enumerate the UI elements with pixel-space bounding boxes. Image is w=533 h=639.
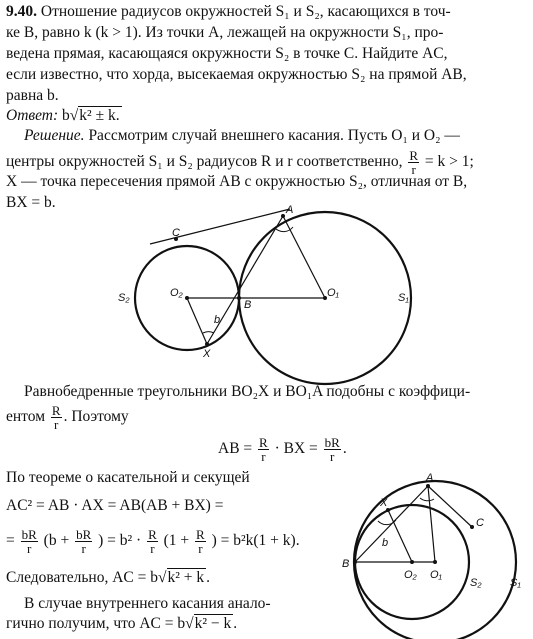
solution-line-4: BX = b. (6, 194, 56, 211)
answer-radicand: k² ± k. (79, 107, 120, 124)
label-O2: O₂ (170, 287, 183, 299)
label-b: b (214, 314, 221, 326)
solution-text-2b: = k > 1; (424, 153, 474, 171)
label-B: B (244, 299, 252, 311)
tangent-line-4: Следовательно, AC = b√k² + k . (6, 569, 211, 586)
tangent-line-6: гично получим, что AC = b√k² − k . (6, 615, 238, 632)
solution-text-1: Рассмотрим случай внешнего касания. Пусть O₁ и O₂ — (88, 127, 460, 144)
label-S2: S₂ (118, 292, 130, 304)
label-B2: B (342, 558, 350, 570)
equation-AB: AB = $\frac{R}{r}$ · BX = $\frac{bR}{r}$ . (218, 435, 347, 464)
answer-lead: b (62, 107, 70, 124)
angle-mark-A2 (420, 498, 434, 501)
para-line-1: Равнобедренные треугольники BO₂X и BO₁A подобны с коэффици- (24, 383, 471, 400)
label-X2: X (380, 497, 388, 509)
tangent-line-3: = $\frac{bR}{r}$ (b + $\frac{bR}{r}$ ) = b² · $\frac{R}{r}$ (1 + $\frac{R}{r}$ ) = b²k(1 + k). (6, 527, 300, 556)
solution-line-3: X — точка пересечения прямой AB с окружностью S₂, отличная от B, (6, 173, 468, 190)
line-A-O1 (428, 486, 435, 562)
tangent-line-1: По теореме о касательной и секущей (6, 469, 250, 486)
label-O1-2: O₁ (430, 569, 443, 581)
answer-line: Ответ: b√k² ± k. (6, 107, 120, 124)
tangent-line-2: AC² = AB · AX = AB(AB + BX) = (6, 497, 224, 514)
label-X: X (203, 348, 211, 360)
answer-label: Ответ: (6, 107, 59, 124)
label-O1: O₁ (327, 287, 340, 299)
problem-number: 9.40. (6, 3, 37, 20)
line-O2-X (388, 510, 412, 562)
tangent-line-5: В случае внутреннего касания анало- (24, 595, 271, 612)
label-C2: C (476, 517, 484, 529)
problem-text-1: Отношение радиусов окружностей S₁ и S₂, касающихся в точ- (40, 3, 451, 20)
label-S1-2: S₁ (510, 577, 521, 589)
problem-line-5: равна b. (6, 87, 59, 104)
label-S2-2: S₂ (470, 577, 482, 589)
label-C: C (172, 227, 180, 239)
label-S1: S₁ (398, 292, 409, 304)
label-O2-2: O₂ (404, 569, 417, 581)
fraction-R-over-r: $\frac{R}{r}$ (409, 148, 419, 177)
label-A2: A (426, 472, 434, 484)
fraction-R-over-r-2: $\frac{R}{r}$ (51, 403, 61, 432)
problem-line-4: если известно, что хорда, высекаемая окружностью S₂ на прямой AB, (6, 66, 467, 83)
problem-line-2: ке B, равно k (k > 1). Из точки A, лежащей на окружности S₁, про- (6, 24, 444, 41)
label-b2: b (382, 537, 389, 549)
problem-line-3: ведена прямая, касающаяся окружности S₂ в точке C. Найдите AC, (6, 45, 448, 62)
solution-label: Решение. (24, 127, 85, 144)
label-A: A (286, 204, 294, 216)
para-line-2: ентом $\frac{R}{r}$ . Поэтому (6, 403, 129, 432)
solution-text-2a: центры окружностей S₁ и S₂ радиусов R и r соответственно, (6, 153, 403, 171)
